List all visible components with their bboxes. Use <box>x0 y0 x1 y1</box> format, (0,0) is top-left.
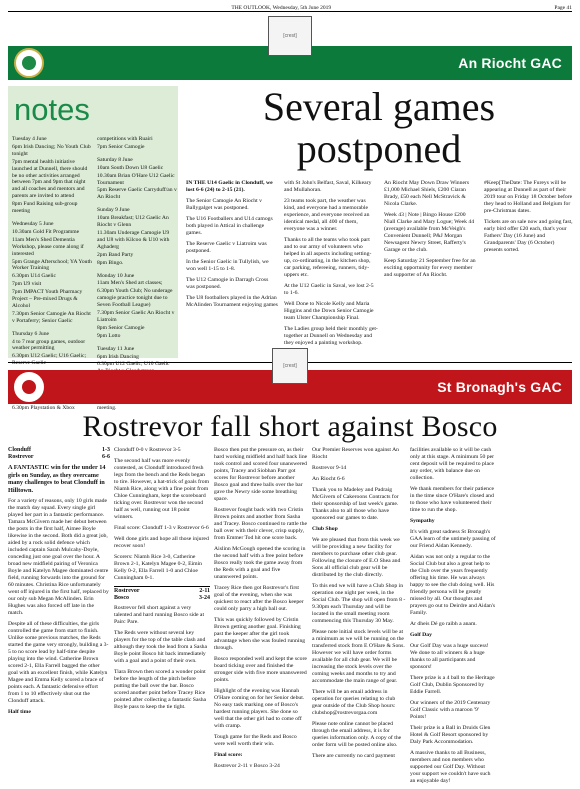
paragraph: Rostrevor 9-14 <box>312 465 347 471</box>
paragraph: #Keep[TheDate: The Fureys will be appearing at Dunnell as part of their 2019 tour on Friday 18 October before they head to Holland and Belgium for pre-Christmas dates. <box>484 180 573 214</box>
paragraph: 6.30pm U14 Gaelic <box>12 273 56 280</box>
paragraph: Our Premier Reserves won against An Riocht <box>312 447 400 460</box>
paragraph: Saturday 8 June <box>97 156 133 163</box>
section-title: An Riocht GAC <box>458 55 562 71</box>
paragraph: Highlight of the evening was Hannah O'Hare coming on for her Senior debut. No easy task marking one of Bosco's hardest running players. She done so well that the other girl had to come off with cramp. <box>214 688 305 729</box>
paragraph: The U12 Camogie in Darragh Cross was postponed. <box>186 277 269 290</box>
story1-column-4 <box>484 180 574 258</box>
paragraph: Scorers: Niamh Rice 3-0, Catherine Brown 2-1, Katelyn Magee 0-2, Eimin Kelly 0-2, Ella Farrell 1-0 and Chloe Cunningham 0-1. <box>114 554 202 581</box>
paragraph: Final score: <box>214 752 243 758</box>
st-bronaghs-crest-icon <box>14 372 44 402</box>
paragraph: 6pm Irish Dancing; No Youth Club tonight <box>12 143 91 157</box>
paragraph: Bosco responded well and kept the score board ticking over and finished the stronger side with five more unanswered points. <box>214 656 307 683</box>
paragraph: 5pm Grange Afterschool; YA Youth Worker Training <box>12 258 92 272</box>
paragraph: Tough game for the Reds and Bosco were well worth their win. <box>214 734 297 747</box>
story2-column-1-body <box>8 464 110 716</box>
paragraph: Rostrevor 2-11 v Bosco 3-24 <box>214 763 280 769</box>
paragraph: For a variety of reasons, only 10 girls made the match day squad. Every single girl played her part in a fantastic performance. Tamara McGivern made her debut between the posts in the first half, Aimee Boyle likewise in the second. Both did a great job, aided by a rock solid defence which included captain Sarah Mulcahy-Doyle, conceding just one goal over the hour. A broad new midfield pairing of Veronica Boyle and Katelyn Magee dominated centre field, running forwards into the ground for 60 minutes. Christina Rice unfortunately went off injured in the first half, replaced by our only sub Megan McAlinden. Erin Hughes was also forced off late in the match. <box>8 498 109 616</box>
score-line <box>8 447 110 454</box>
story1-column-1 <box>186 180 278 313</box>
paragraph: Aislinn McGough opened the scoring in the second half with a free point before Bosco really took the game away from the Reds with a goal and five unanswered points. <box>214 546 306 580</box>
paragraph: Tiara Brown then scored a wonder point before the length of the pitch before putting the ball over the bar. Bosco scored another point before Tracey Rice pointed after collecting a fantastic Sasha Boyle pass to keep the tie tight. <box>114 669 207 710</box>
score-box <box>114 586 210 602</box>
paragraph: There prize is a 4 ball to the Heritage Golf Club, Dublin Sponsored by Eddie Farrell. <box>410 675 495 695</box>
paragraph: Tuesday 4 June <box>12 136 47 142</box>
story2-column-4 <box>312 447 406 764</box>
paragraph: 23 teams took part, the weather was kind, and everyone had a memorable experience, and everyone received an identical medal, all 400 of them, everyone was a winner. <box>284 198 370 232</box>
score-line <box>114 595 210 602</box>
paragraph: Rostrevor fell short against a very talented and hard running Bosco side at Pairc Pare. <box>114 605 205 625</box>
paragraph: Rostrevor fought back with two Cristin Brown points and another from Sasha and Tracey. Bosco continued to rattle the ball over with their clever, crisp supply, from Emmer Tod hit one score back. <box>214 507 307 541</box>
paragraph: A FANTASTIC win for the under 14 girls on Sunday, as they overcame many challenges to beat Clonduff in Hilltown. <box>8 464 106 494</box>
paragraph: In the Senior Gaelic in Tullylish, we won well 1-15 to 1-8. <box>186 259 269 272</box>
paragraph: Thanks to all the teams who took part and to our army of volunteers who helped in all aspects including setting-up, co-ordinating, in the kitchen shop, car parking, refereeing, runners, tidy-uppers etc. <box>284 237 372 278</box>
paragraph: 4 to 7 rear group games, outdoor weather permitting <box>12 338 86 352</box>
paragraph: There will be an email address in operation for queries relating to club gear outside of the Club Shop hours: clubshop@rostrevorgaa.com <box>312 689 396 716</box>
paragraph: Sunday 9 June <box>97 207 130 214</box>
paragraph: The Reserve Gaelic v Liatroim was postponed. <box>186 241 267 254</box>
team-name: Clonduff <box>8 447 32 453</box>
paragraph: 11am Men's Shed art classes; <box>97 280 163 287</box>
paragraph: 6.30pm Playstation & Xbox <box>12 404 75 411</box>
publication-line: THE OUTLOOK, Wednesday, 5th June 2019 <box>231 5 332 11</box>
story2-column-2b-body <box>114 605 210 711</box>
paragraph: 8pm Bingo. <box>97 259 124 266</box>
paragraph: Wednesday 5 June <box>12 220 54 227</box>
paragraph: 11.30am Underage Camogie U9 and U8 with Kilcoo & U10 with Aghaderg <box>97 229 170 250</box>
paragraph: 6.30pm U12 Gaelic; U16 Gaelic; Reserve Gaelic <box>12 353 87 367</box>
an-riocht-crest-icon <box>14 48 44 78</box>
paragraph: Aidan was not only a regular to the Social Club but also a great help to the Club over the years frequently offering his time. He was always happy to see the club doing well. His friendly persona will be greatly missed by all. Our thoughts and prayers go out to Deirdre and Aidan's Family. <box>410 554 496 616</box>
paragraph: Well Done to Nicole Kelly and Maria Higgins and the Down Senior Camogie team Ulster Championship Final. <box>284 301 374 321</box>
paragraph: Bosco then put the pressure on, as their hard working midfield and half back line took control and scored four unanswered points, Tracey and Siobhan Parr got scores for Rostrevor before another Bosco goal and three balls over the bar gave the Newry side some breathing space. <box>214 447 308 502</box>
paragraph: Tuesday 11 June <box>97 345 135 352</box>
paragraph: competitions with Ruairi <box>97 136 153 142</box>
page-header <box>8 2 572 12</box>
paragraph: Club Shop <box>312 526 338 532</box>
paragraph: 6.30pm Youth Club; No underage camogie practice tonight due to Seven Football League) <box>97 288 173 309</box>
paragraph: Well done girls and hope all those injured recover soon! <box>114 536 209 549</box>
paragraph: Please note initial stock levels will be at a minimum as we will be running on the transferred stock from E O'Hare & Sons. However we will have order forms available for all club gear. We will be increasing the stock levels over the coming weeks and months to try and accommodate the main range of gear. <box>312 629 405 684</box>
score-line <box>114 588 210 595</box>
story1-column-2 <box>284 180 378 351</box>
paragraph: Monday 10 June <box>97 272 135 279</box>
paragraph: 2pm Band Party <box>97 251 134 258</box>
story2-column-2-body <box>114 447 210 582</box>
story1-column-3 <box>384 180 478 283</box>
section-title: St Bronagh's GAC <box>437 379 562 395</box>
paragraph: facilities available so it will be cash only at this stage. A minimum 50 per cent deposit will be required to place any order, with balance due on collection. <box>410 447 495 481</box>
paragraph: Keep Saturday 21 September free for an exciting opportunity for every member and supporter of An Riocht. <box>384 258 476 278</box>
paragraph: The U16 Footballers and U14 camogs both played in Attical in challenge games. <box>186 216 273 236</box>
paragraph: 11am Men's Shed Dementia Workshop, please come along if interested <box>12 236 84 257</box>
paragraph: Thank you to Madeley and Padraig McGivern of Cakeroons Contracts for their sponsorship of last week's game. Thanks also to all those who have sponsored our games to date. <box>312 487 399 521</box>
paragraph: 6pm Irish Dancing <box>97 353 139 360</box>
team-score: 3-24 <box>199 595 210 601</box>
paragraph: At the U12 Gaelic in Saval, we lost 2-5 to 1-6. <box>284 283 374 296</box>
paragraph: 7pm U9 visit <box>12 281 42 288</box>
paragraph: 7.30pm Senior Gaelic An Riocht v Liatroim <box>97 310 175 323</box>
paragraph: Their prize is a Ball in Druids Glen Hotel & Golf Resort sponsored by Daly Park Accommodation. <box>410 725 491 745</box>
story2-column-5 <box>410 447 496 789</box>
story2-column-2 <box>114 447 210 715</box>
paragraph: Final score: Clonduff 1-3 v Rostrevor 6-6 <box>114 525 209 531</box>
paragraph: The second half was more evenly contested, as Clonduff introduced fresh legs from the bench and the Reds began to tire. However, a hat-trick of goals from Niamh Rice, along with a fine point from Chloe Cunningham, kept the scoreboard ticking over. Rostrevor won the second half as well, running out 18 point winners. <box>114 458 210 520</box>
paragraph: To this end we will have a Club Shop in operation one night per week, in the Social Club. The shop will open from 8 - 9.30pm each Thursday and will be located in the small meeting room commencing this Thursday 30 May. <box>312 583 406 624</box>
paragraph: It's with great sadness St Bronagh's GAA learn of the untimely passing of our Friend Aidan Kennedy. <box>410 529 496 549</box>
paragraph: 8pm Senior Camogie <box>97 324 145 331</box>
paragraph: Tracey Rice then got Rostrevor's first goal of the evening, when she was quickest to react after the Bosco keeper could only parry a high ball out. <box>214 585 304 612</box>
paragraph: 10am South Down U8 Gaelic <box>97 164 164 171</box>
paragraph: The Ladies group held their monthly get-together at Dunnell on Wednesday and they enjoyed a painting workshop. <box>284 326 378 346</box>
paragraph: Please note online cannot be placed through the email address, it is for queries information only. A copy of the order form will be posted online also. <box>312 721 402 748</box>
team-name: Rostrevor <box>114 588 140 594</box>
team-name: Bosco <box>114 595 129 601</box>
paragraph: Despite all of these difficulties, the girls controlled the game from start to finish. Unlike some previous matches, the Reds started the game very strongly, building a 3-5 to no score lead by half-time despite playing into the wind. Catherine Brown scored 2-1, Ella Farrell bagged the other goal with an excellent finish, while Katelyn Magee and Emma Kelly scored a brace of points each. A fantastic defensive effort from 1 to 10 effectively shut out the Clonduff attack. <box>8 621 109 704</box>
paragraph: The Reds were without several key players for the top of the table clash and although they took the lead from a Sasha Boyle point Bosco hit back immediately with a goal and a point of their own. <box>114 630 208 664</box>
paragraph: There are currently no card payment <box>312 753 395 759</box>
team-name: Rostrevor <box>8 454 34 460</box>
paragraph: meeting. <box>97 404 117 411</box>
team-score: 6-6 <box>102 454 110 460</box>
paragraph: 10.30am Brian O'Hare U12 Gaelic Tournament <box>97 172 175 186</box>
story2-column-1 <box>8 447 110 720</box>
club-crest-middle: [crest] <box>272 348 308 384</box>
team-score: 2-11 <box>199 588 210 594</box>
paragraph: An Riocht May Down Draw Winners £1,000 Michael Shiels, £200 Ciaran Brady, £50 each Nell McStravick & Nicola Clarke. <box>384 180 470 207</box>
story2-column-3 <box>214 447 308 774</box>
paragraph: We are pleased that from this week we will be providing a new facility for members to purchase other club gear. Following the closure of E.O Shea and Sons all official club gear will be distributed by the club directly. <box>312 537 401 578</box>
paragraph: 7pm mental health initiative launched at Dunnell, there should be no other activities arranged between 7pm and 9pm that night and all coaches and mentors and parents are invited to attend <box>12 158 88 200</box>
paragraph: Week 43 | Note | Bingo House £200 Niall Clarke and Mary Logue; Week 44 (average) available from McVeigh's Convenient Dunnell; P&J Morgan Newsagent Newry Street, Rafferty's Garage or the club. <box>384 212 475 253</box>
paragraph: Our Golf Day was a huge success! We done to all winners & a huge thanks to all participants and sponsors! <box>410 643 489 670</box>
paragraph: Tickets are on sale now and going fast, early bird offer £20 each, that's your Fathers' Day (16 June) and Grandparents' Day (6 October) presents sorted. <box>484 219 573 253</box>
paragraph: This was quickly followed by Cristin Brown getting another goal. Finishing past the keeper after the girl took advantage when she was fouled running through. <box>214 617 306 651</box>
score-line <box>8 454 110 461</box>
paragraph: Clonduff 0-0 v Rostrevor 3-5 <box>114 447 181 453</box>
paragraph: IN THE U14 Gaelic in Clonduff, we lost 6-6 (24) to 2-15 (21). <box>186 180 273 193</box>
paragraph: Thursday 6 June <box>12 330 49 337</box>
paragraph: 7.30pm Senior Camogie An Riocht v Portaferry; Senior Gaelic <box>12 310 91 324</box>
headline-rostrevor: Rostrevor fall short against Bosco <box>82 410 498 443</box>
paragraph: Half time <box>8 709 31 715</box>
paragraph: The Senior Camogie An Riocht v Ballygalget was postponed. <box>186 198 262 211</box>
paragraph: 7pm Senior Camogie <box>97 143 145 150</box>
page-number: Page 41 <box>554 5 572 11</box>
paragraph: with St John's Belfast, Saval, Kilkeary and Mullahoran. <box>284 180 372 193</box>
paragraph: We thank members for their patience in the time since O'Hare's closed and to those who have volunteered their time to run the shop. <box>410 486 495 513</box>
paragraph: The U8 footballers played in the Adrian McAlinden Tournament enjoying games <box>186 295 278 308</box>
paragraph: 6.30pm U12 Gaelic; U10 Gaelic <box>97 361 170 368</box>
notes-title: notes <box>14 92 90 127</box>
paragraph: 8pm Fund Raising sub-group meeting <box>12 201 78 215</box>
paragraph: 10.30am Gold Fit Programme <box>12 228 80 235</box>
paragraph: Ar dheis Dé go raibh a anam. <box>410 621 477 627</box>
paragraph: 10am Breakfast; U12 Gaelic An Riocht v Glenn <box>97 215 169 229</box>
paragraph: 7pm IMPACT Youth Pharmacy Project – Pre-mixed Drugs & Alcohol <box>12 289 83 309</box>
paragraph: Golf Day <box>410 632 432 638</box>
paragraph: 9pm Lotto <box>97 332 121 339</box>
headline-several-games: Several games postponed <box>262 84 496 171</box>
team-score: 1-3 <box>102 447 110 453</box>
paragraph: A massive thanks to all Business, members and non members who supported our Golf Day. Without your support we couldn't have such an enjoyable day! <box>410 750 491 784</box>
paragraph: An Riocht 6-6 <box>312 476 345 482</box>
paragraph: 5pm Reserve Gaelic Carryduff/an v An Riocht <box>97 187 177 201</box>
club-crest-top: [crest] <box>268 16 312 56</box>
paragraph: Our winners of the 2019 Centenary Golf Classic with a maroon '9' Points! <box>410 700 491 720</box>
paragraph: Sympathy <box>410 518 435 524</box>
